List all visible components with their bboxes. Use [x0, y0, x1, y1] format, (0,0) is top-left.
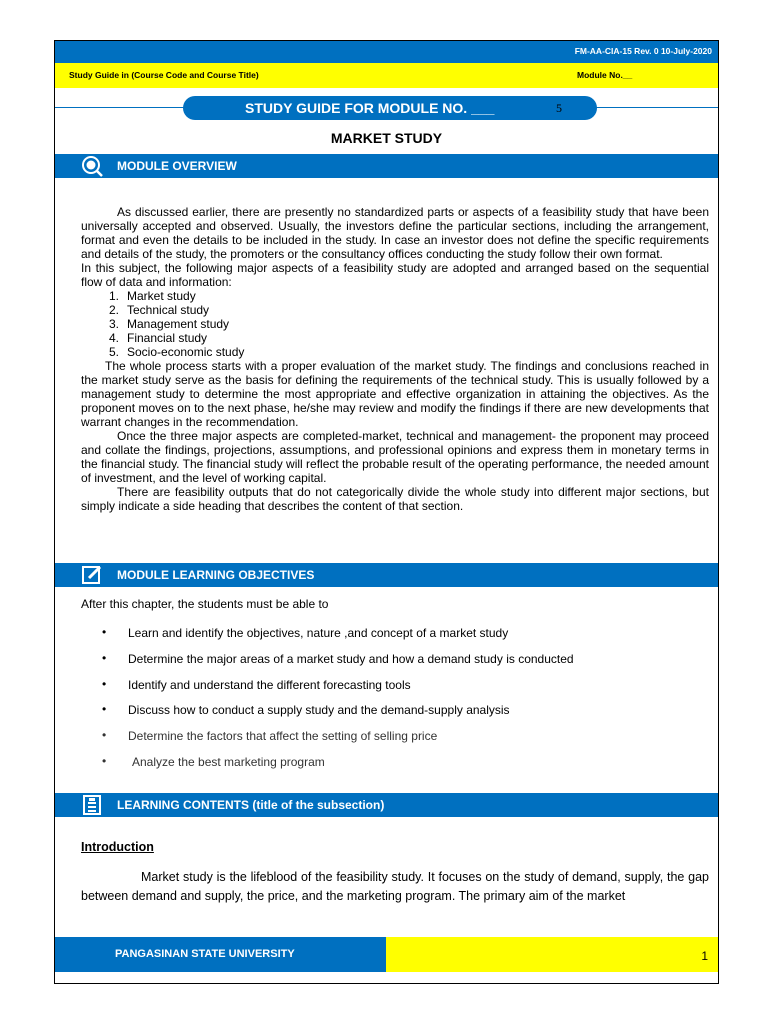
overview-paragraph-5: There are feasibility outputs that do not categorically divide the whole study into different major sections, but simply indicate a side heading that describes the content of that section.: [81, 485, 709, 513]
list-item: 3. Management study: [108, 317, 230, 331]
document-icon: [81, 794, 103, 816]
bullet-icon: •: [102, 728, 107, 742]
module-banner-number: 5: [556, 101, 562, 115]
list-item: 4. Financial study: [108, 331, 208, 345]
bullet-icon: •: [102, 625, 107, 639]
introduction-heading: Introduction: [81, 840, 154, 854]
overview-body: [81, 205, 709, 513]
form-code: FM-AA-CIA-15 Rev. 0 10-July-2020: [574, 46, 712, 56]
university-name: PANGASINAN STATE UNIVERSITY: [115, 948, 295, 960]
page-number: 1: [701, 949, 708, 963]
learning-contents-heading: LEARNING CONTENTS (title of the subsection): [117, 798, 385, 812]
objective-item: Determine the factors that affect the setting of selling price: [128, 729, 438, 743]
bullet-icon: •: [102, 702, 107, 716]
overview-paragraph-3: The whole process starts with a proper evaluation of the market study. The findings and conclusions reached in the market study serve as the basis for defining the requirements of the technical study. This is usually followed by a management study to determine the most appropriate and effective organization in attaining the objectives. As the proponent moves on to the next phase, he/she may review and modify the findings if there are new developments that warrant changes in the recommendation.: [81, 359, 709, 429]
document-title: MARKET STUDY: [330, 130, 443, 146]
objectives-intro: After this chapter, the students must be able to: [81, 597, 329, 611]
objective-item: Determine the major areas of a market study and how a demand study is conducted: [128, 652, 574, 666]
module-number-label: Module No.__: [577, 70, 633, 80]
overview-paragraph-2: In this subject, the following major aspects of a feasibility study are adopted and arranged based on the sequential flow of data and information:: [81, 261, 709, 289]
course-line: Study Guide in (Course Code and Course Title): [69, 70, 259, 80]
overview-paragraph-1: As discussed earlier, there are presently no standardized parts or aspects of a feasibility study that have been universally accepted and observed. Usually, the investors define the particular sections, including the arrangement, format and even the details to be included in the study. In case an investor does not define the specific requirements and details of the study, the promoters or the consultancy offices conducting the study follow their own format.: [81, 205, 709, 261]
list-item: 5. Socio-economic study: [108, 345, 245, 359]
aspects-list: [81, 289, 709, 359]
learning-objectives-heading: MODULE LEARNING OBJECTIVES: [117, 568, 315, 582]
introduction-paragraph: Market study is the lifeblood of the feasibility study. It focuses on the study of demand, supply, the gap between demand and supply, the price, and the marketing program. The primary aim of the market: [81, 870, 709, 903]
objective-item: Discuss how to conduct a supply study and the demand-supply analysis: [128, 703, 510, 717]
list-item: 2. Technical study: [108, 303, 210, 317]
magnifier-icon: [81, 155, 103, 177]
objective-item: Analyze the best marketing program: [132, 755, 325, 769]
edit-icon: [81, 564, 103, 586]
list-item: 1. Market study: [108, 289, 196, 303]
overview-paragraph-4: Once the three major aspects are completed-market, technical and management- the proponent may proceed and collate the findings, projections, assumptions, and professional opinions and express them in monetary terms in the financial study. The financial study will reflect the probable result of the operating performance, the needed amount of investment, and the level of working capital.: [81, 429, 709, 485]
bullet-icon: •: [102, 677, 107, 691]
objective-item: Learn and identify the objectives, nature ,and concept of a market study: [128, 626, 509, 640]
module-banner-title: STUDY GUIDE FOR MODULE NO. ___: [245, 100, 495, 116]
module-overview-heading: MODULE OVERVIEW: [117, 159, 237, 173]
bullet-icon: •: [102, 651, 107, 665]
footer-yellow-band: [386, 937, 718, 972]
objective-item: Identify and understand the different forecasting tools: [128, 678, 411, 692]
study-guide-page: [54, 40, 719, 984]
bullet-icon: •: [102, 754, 107, 768]
